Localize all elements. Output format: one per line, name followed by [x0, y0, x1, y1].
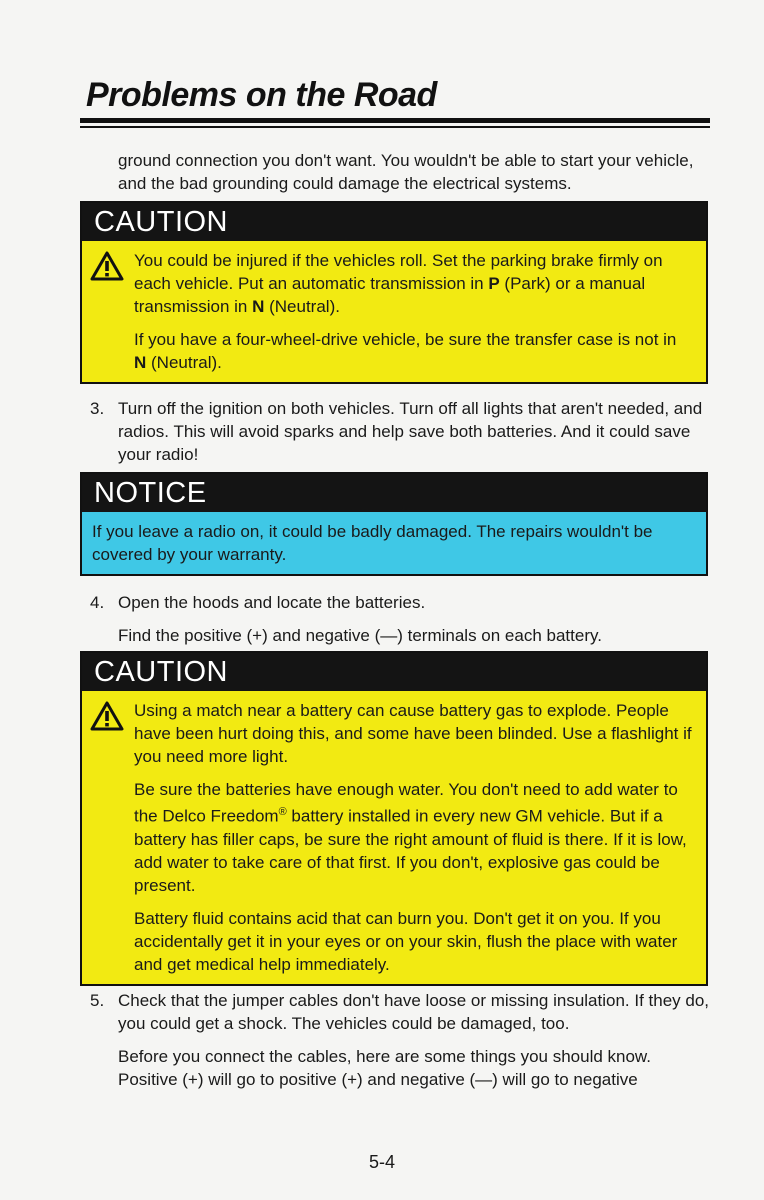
step-text: Turn off the ignition on both vehicles. Turn off all lights that aren't needed, and radios. This will avoid sparks and help save both batteries. And it could save your radio!: [118, 399, 703, 464]
warning-triangle-icon: [90, 701, 124, 731]
step-number: 4.: [90, 593, 105, 612]
step-number: 3.: [90, 399, 105, 418]
step-3: [90, 397, 710, 466]
caution-paragraph: Be sure the batteries have enough water. You don't need to add water to the Delco Freedom® battery installed in every new GM vehicle. But if a battery has filler caps, be sure the right amount of fluid is there. If it is low, add water to take care of that first. If you don't, explosive gas could be present.: [134, 780, 687, 895]
caution-body: [82, 241, 706, 382]
caution-header: CAUTION: [82, 203, 706, 241]
caution-paragraph: You could be injured if the vehicles roll. Set the parking brake firmly on each vehicle. Put an automatic transmission in P (Park) or a manual transmission in N (Neutral).: [134, 251, 663, 316]
step-text: Open the hoods and locate the batteries.: [118, 593, 426, 612]
page-title: Problems on the Road: [86, 76, 437, 114]
step-subtext: Before you connect the cables, here are some things you should know. Positive (+) will go to positive (+) and negative (—) will go to negative: [118, 1047, 651, 1089]
notice-box: [80, 472, 708, 576]
caution-paragraph: Battery fluid contains acid that can burn you. Don't get it on you. If you accidentally get it in your eyes or on your skin, flush the place with water and get medical help immediately.: [134, 908, 678, 974]
notice-header: NOTICE: [82, 474, 706, 512]
caution-header: CAUTION: [82, 653, 706, 691]
caution-paragraph: If you have a four-wheel-drive vehicle, be sure the transfer case is not in N (Neutral).: [134, 330, 677, 372]
step-text: Check that the jumper cables don't have loose or missing insulation. If they do, you could get a shock. The vehicles could be damaged, too.: [118, 991, 710, 1033]
step-subtext: Find the positive (+) and negative (—) terminals on each battery.: [118, 626, 602, 645]
caution-box-1: [80, 201, 708, 384]
caution-box-2: [80, 651, 708, 986]
notice-body: [82, 512, 706, 574]
intro-paragraph: ground connection you don't want. You wouldn't be able to start your vehicle, and the bad grounding could damage the electrical systems.: [118, 151, 694, 193]
notice-paragraph: If you leave a radio on, it could be badly damaged. The repairs wouldn't be covered by your warranty.: [92, 522, 653, 564]
caution-paragraph: Using a match near a battery can cause battery gas to explode. People have been hurt doing this, and some have been blinded. Use a flashlight if you need more light.: [134, 701, 692, 766]
step-number: 5.: [90, 991, 105, 1010]
caution-body: [82, 691, 706, 984]
title-rule: [80, 118, 710, 123]
step-4: [90, 591, 710, 647]
step-5: [90, 989, 710, 1091]
warning-triangle-icon: [90, 251, 124, 281]
title-rule-thin: [80, 126, 710, 128]
page-number: 5-4: [368, 1152, 395, 1172]
